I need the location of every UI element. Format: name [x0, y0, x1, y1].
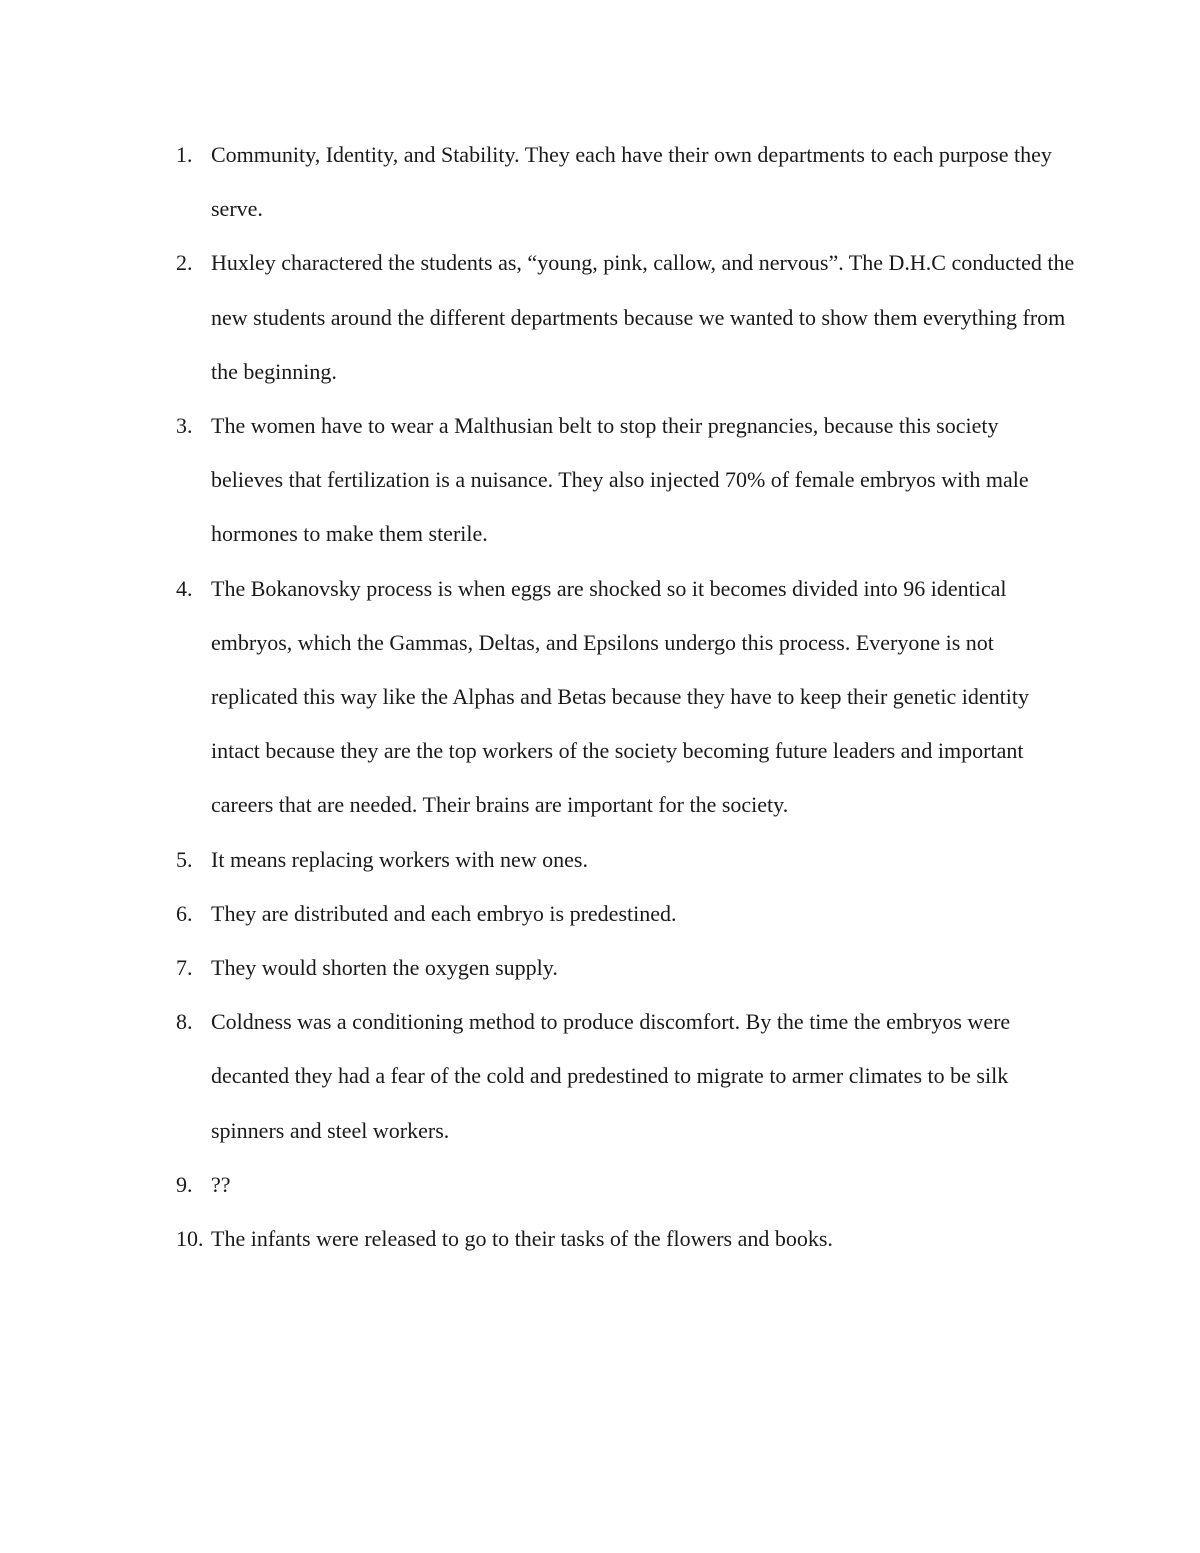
item-number: 5.: [176, 846, 193, 872]
item-number: 9.: [176, 1171, 193, 1197]
answer-list: [176, 128, 1076, 1266]
item-text: The women have to wear a Malthusian belt to stop their pregnancies, because this society believes that fertilization is a nuisance. They also injected 70% of female embryos with male hormones to make them sterile.: [211, 413, 1029, 547]
item-text: They would shorten the oxygen supply.: [211, 955, 558, 981]
item-text: The Bokanovsky process is when eggs are shocked so it becomes divided into 96 identical embryos, which the Gammas, Deltas, and Epsilons undergo this process. Everyone is not replicated this way like the Alphas and Betas because they have to keep their genetic identity intact because they are the top workers of the society becoming future leaders and important careers that are needed. Their brains are important for the society.: [211, 575, 1029, 818]
list-item: [176, 941, 1076, 995]
list-item: [176, 833, 1076, 887]
list-item: [176, 562, 1076, 833]
item-text: Huxley charactered the students as, “young, pink, callow, and nervous”. The D.H.C conducted the new students around the different departments because we wanted to show them everything from the beginning.: [211, 250, 1075, 384]
item-number: 4.: [176, 575, 193, 601]
item-text: ??: [211, 1171, 231, 1197]
item-text: It means replacing workers with new ones.: [211, 846, 588, 872]
item-number: 10.: [176, 1226, 204, 1252]
item-text: They are distributed and each embryo is predestined.: [211, 900, 677, 926]
item-text: Coldness was a conditioning method to produce discomfort. By the time the embryos were decanted they had a fear of the cold and predestined to migrate to armer climates to be silk spinners and steel workers.: [211, 1009, 1011, 1143]
list-item: [176, 128, 1076, 236]
list-item: [176, 995, 1076, 1158]
item-number: 1.: [176, 142, 193, 167]
item-number: 3.: [176, 413, 193, 439]
list-item: [176, 1212, 1076, 1266]
list-item: [176, 887, 1076, 941]
item-number: 6.: [176, 900, 193, 926]
item-number: 2.: [176, 250, 193, 276]
list-item: [176, 236, 1076, 399]
list-item: [176, 399, 1076, 562]
item-number: 8.: [176, 1009, 193, 1035]
item-text: Community, Identity, and Stability. They each have their own departments to each purpose they serve.: [211, 142, 1052, 222]
list-item: [176, 1158, 1076, 1212]
item-number: 7.: [176, 955, 193, 981]
item-text: The infants were released to go to their tasks of the flowers and books.: [211, 1226, 833, 1252]
